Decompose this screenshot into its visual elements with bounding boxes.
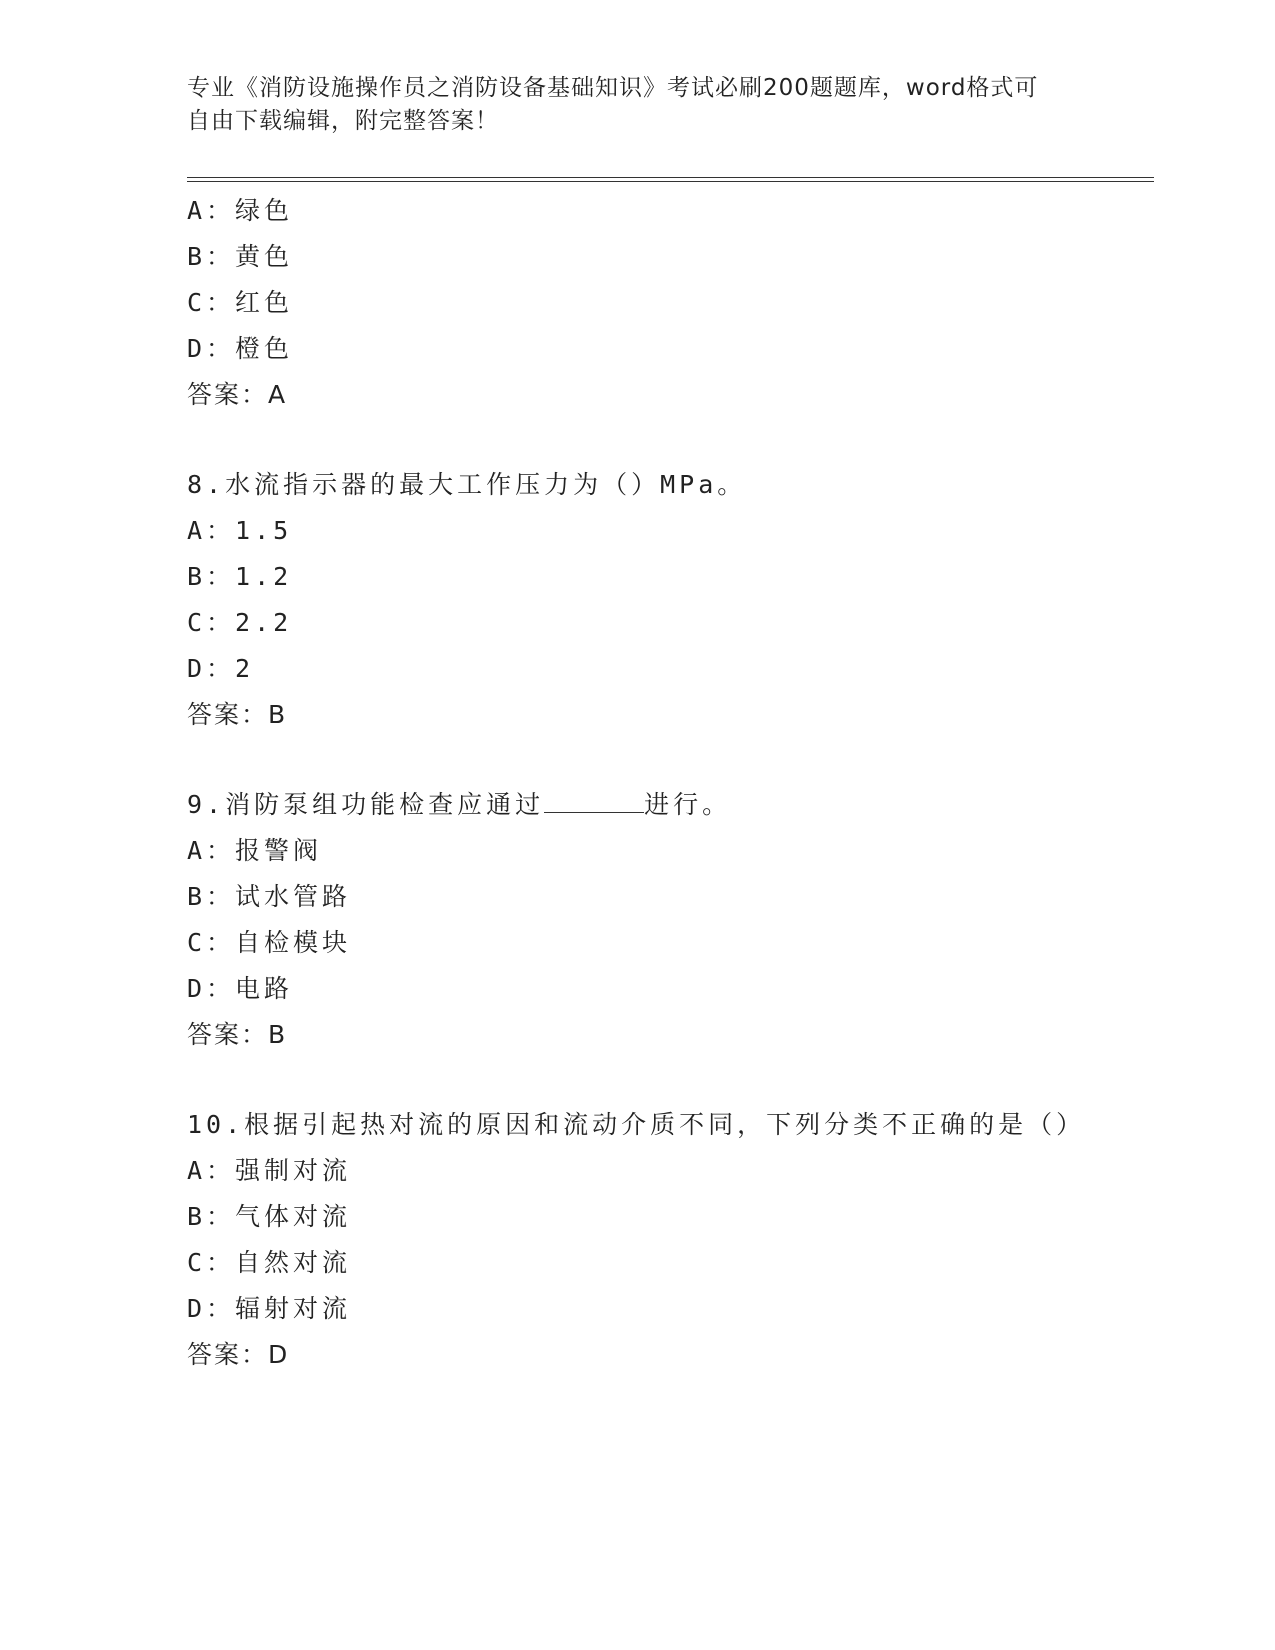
header-line-1: 专业《消防设施操作员之消防设备基础知识》考试必刷200题题库，word格式可	[187, 75, 1039, 101]
question-7-block	[187, 188, 1147, 418]
question-text: 10.根据引起热对流的原因和流动介质不同，下列分类不正确的是（）	[187, 1110, 1086, 1139]
option-c: C：红色	[187, 288, 294, 317]
document-header	[187, 72, 1087, 138]
option-a: A：强制对流	[187, 1156, 352, 1185]
question-text-before: 9.消防泵组功能检查应通过	[187, 790, 545, 819]
question-8-block	[187, 462, 1147, 738]
answer: 答案：D	[187, 1340, 290, 1369]
option-b: B：黄色	[187, 242, 294, 271]
option-a: A：1.5	[187, 516, 293, 545]
question-text	[187, 782, 1147, 828]
option-b: B：1.2	[187, 562, 293, 591]
answer: 答案：A	[187, 380, 288, 409]
header-divider	[187, 177, 1154, 182]
option-c: C：自然对流	[187, 1248, 352, 1277]
option-b: B：气体对流	[187, 1202, 352, 1231]
option-c: C：2.2	[187, 608, 293, 637]
option-a: A：绿色	[187, 196, 294, 225]
option-d: D：2	[187, 654, 255, 683]
fill-in-blank	[544, 782, 644, 813]
option-d: D：电路	[187, 974, 294, 1003]
option-c: C：自检模块	[187, 928, 352, 957]
header-line-2: 自由下载编辑，附完整答案！	[187, 108, 499, 134]
spacer	[187, 418, 1147, 462]
answer: 答案：B	[187, 1020, 288, 1049]
spacer	[187, 738, 1147, 782]
option-a: A：报警阀	[187, 836, 323, 865]
question-9-block	[187, 782, 1147, 1058]
spacer	[187, 1058, 1147, 1102]
question-list	[187, 188, 1147, 1378]
question-10-block	[187, 1102, 1147, 1378]
answer: 答案：B	[187, 700, 288, 729]
option-d: D：辐射对流	[187, 1294, 352, 1323]
option-d: D：橙色	[187, 334, 294, 363]
question-text-after: 进行。	[644, 790, 732, 819]
option-b: B：试水管路	[187, 882, 352, 911]
question-text: 8.水流指示器的最大工作压力为（）MPa。	[187, 470, 747, 499]
